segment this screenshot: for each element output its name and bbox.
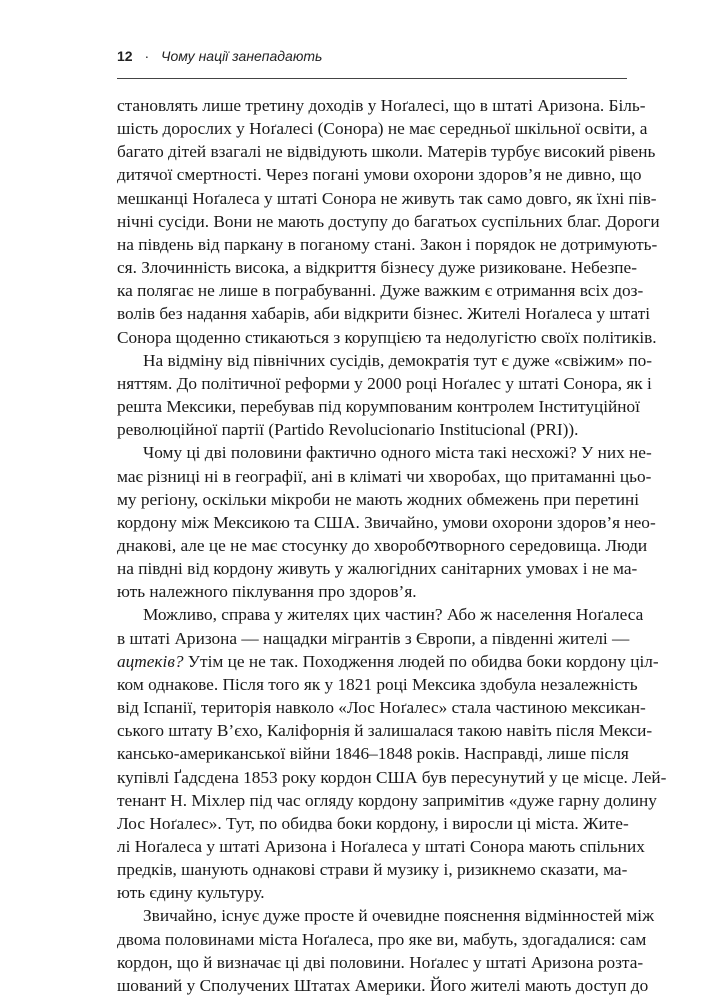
text-line: ся. Злочинність висока, а відкриття бізнесу дуже ризиковане. Небезпе- (117, 258, 637, 278)
text-line: двома половинами міста Ноґалеса, про яке ви, мабуть, здогадалися: сам (117, 929, 647, 949)
header-separator: · (144, 48, 150, 64)
text-line: Можливо, справа у жителях цих частин? Або ж населення Ноґалеса (143, 605, 644, 625)
text-line: ють належного піклування про здоров’я. (117, 582, 417, 602)
text-line: кордон, що й визначає ці дві половини. Ноґалес у штаті Аризона розта- (117, 952, 644, 972)
text-line: му регіону, оскільки мікроби не мають жодних обмежень при перетині (117, 489, 640, 509)
text-line: купівлі Ґадсдена 1853 року кордон США був пересунутий у це місце. Лей- (117, 767, 667, 787)
text-line: революційної партії (Partido Revolucionario Institucional (PRI)). (117, 420, 579, 440)
text-line: від Іспанії, територія навколо «Лос Ноґалес» стала частиною мексикан- (117, 698, 646, 718)
text-line: кансько-американської війни 1846–1848 років. Насправді, лише після (117, 744, 629, 764)
text-line: ка полягає не лише в пограбуванні. Дуже важким є отримання всіх доз- (117, 281, 644, 301)
text-line: на південь від паркану в поганому стані. Закон і порядок не дотримують- (117, 234, 658, 254)
paragraph (117, 349, 653, 442)
paragraph (117, 94, 660, 349)
text-line: На відміну від північних сусідів, демократія тут є дуже «свіжим» по- (143, 350, 653, 370)
text-line: на півдні від кордону живуть у жалюгідних санітарних умовах і не ма- (117, 559, 638, 579)
text-line: ського штату В’єхо, Каліфорнія й залишалася такою навіть після Мекси- (117, 721, 653, 741)
text-line: предків, шанують однакові страви й музику і, ризикнемо сказати, ма- (117, 860, 628, 880)
text-line: Лос Ноґалес». Тут, по обидва боки кордону, і виросли ці міста. Жите- (117, 813, 629, 833)
text-line: няттям. До політичної реформи у 2000 році Ноґалес у штаті Сонора, як і (117, 373, 652, 393)
text-line: дитячої смертності. Через погані умови охорони здоров’я не дивно, що (117, 165, 642, 185)
text-line: решта Мексики, перебував під корумпованим контролем Інституційної (117, 397, 640, 417)
text-line: ють єдину культуру. (117, 883, 265, 903)
text-line: в штаті Аризона — нащадки мігрантів з Європи, а південні жителі — (117, 628, 630, 648)
text-line: тенант Н. Міхлер під час огляду кордону запримітив «дуже гарну долину (117, 790, 657, 810)
text-line: днакові, але це не має стосунку до хворобოтворного середовища. Люди (117, 535, 648, 555)
text-line: волів без надання хабарів, аби відкрити бізнес. Жителі Ноґалеса у штаті (117, 304, 651, 324)
text-line: має різниці ні в географії, ані в кліматі чи хворобах, що притаманні цьо- (117, 466, 652, 486)
text-line: шість дорослих у Ноґалесі (Сонора) не має середньої шкільної освіти, а (117, 119, 648, 139)
text-line: Сонора щоденно стикаються з корупцією та недолугістю своїх політиків. (117, 327, 657, 347)
text-line: багато дітей взагалі не відвідують школи. Матерів турбує високий рівень (117, 142, 656, 162)
text-line: ацтеків? Утім це не так. Походження людей по обидва боки кордону ціл- (117, 651, 659, 671)
text-line: становлять лише третину доходів у Ноґалесі, що в штаті Аризона. Біль- (117, 96, 646, 115)
text-line: мешканці Ноґалеса у штаті Сонора не живуть так само довго, як їхні пів- (117, 188, 657, 208)
body-text (117, 94, 667, 997)
text-line: ком однакове. Після того як у 1821 році Мексика здобула незалежність (117, 674, 638, 694)
paragraph (117, 441, 656, 603)
header-rule (117, 78, 627, 79)
text-line: лі Ноґалеса у штаті Аризона і Ноґалеса у штаті Сонора мають спільних (117, 837, 645, 856)
text-line: Звичайно, існує дуже просте й очевидне пояснення відмінностей між (143, 906, 655, 926)
text-line: шований у Сполучених Штатах Америки. Його жителі мають доступ до (117, 975, 649, 995)
paragraph (117, 603, 667, 904)
text-line: кордону між Мексикою та США. Звичайно, умови охорони здоров’я нео- (117, 512, 656, 532)
page-number: 12 (117, 48, 133, 64)
paragraph (117, 904, 655, 997)
text-line: Чому ці дві половини фактично одного міста такі несхожі? У них не- (143, 443, 652, 463)
running-header (117, 48, 627, 70)
book-title: Чому нації занепадають (161, 48, 323, 64)
text-line: нічні сусіди. Вони не мають доступу до багатьох суспільних благ. Дороги (117, 211, 660, 231)
